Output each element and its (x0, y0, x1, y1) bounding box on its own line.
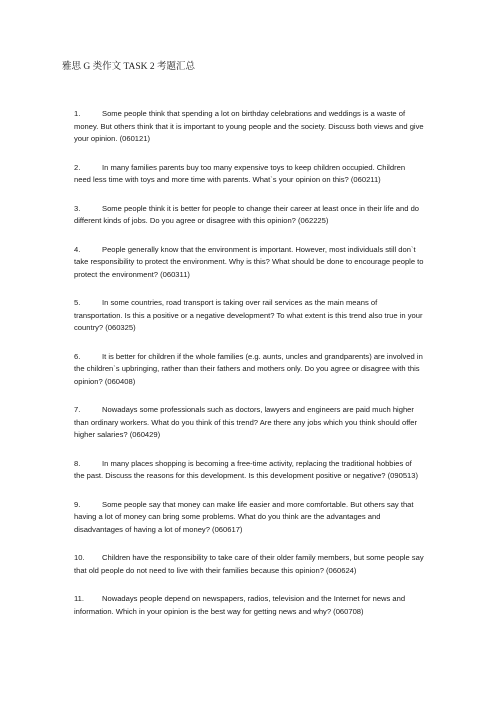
question-number: 5. (74, 298, 81, 307)
question-number: 7. (74, 405, 81, 414)
question-item (74, 458, 424, 483)
question-number: 9. (74, 499, 81, 509)
question-text: In some countries, road transport is taking over rail services as the main means of transportation. Is this a positive or a negative development? To what extent is this trend also true in your country? (060325) (74, 298, 423, 332)
question-text: People generally know that the environment is important. However, most individuals still don`t take responsibility to protect the environment. Why is this? What should be done to encourage people to protect the environment? (060311) (74, 244, 424, 279)
question-list (74, 108, 424, 634)
question-text: It is better for children if the whole families (e.g. aunts, uncles and grandparents) are involved in the children`s upbringing, rather than their fathers and mothers only. Do you agree or disagree with this opinion? (060408) (74, 351, 423, 386)
question-item (74, 404, 424, 442)
question-number: 4. (74, 244, 81, 254)
question-text: Children have the responsibility to take care of their older family members, but some people say that old people do not need to live with their families because this opinion? (060624) (74, 553, 424, 575)
question-item (74, 297, 424, 335)
question-text: In many families parents buy too many expensive toys to keep children occupied. Children need less time with toys and more time with parents. What`s your opinion on this? (060211) (74, 162, 406, 184)
question-number: 8. (74, 458, 81, 468)
question-text: Nowadays some professionals such as doctors, lawyers and engineers are paid much higher than ordinary workers. What do you think of this trend? Are there any jobs which you think should offer higher salaries? (060429) (74, 405, 418, 439)
question-text: Nowadays people depend on newspapers, radios, television and the Internet for news and information. Which in your opinion is the best way for getting news and why? (060708) (74, 594, 406, 616)
question-item (74, 351, 424, 389)
question-item (74, 108, 424, 146)
question-number: 10. (74, 553, 85, 562)
question-number: 3. (74, 203, 81, 213)
question-text: Some people say that money can make life easier and more comfortable. But others say that having a lot of money can bring some problems. What do you think are the advantages and disadvantages of having a lot of money? (060617) (74, 499, 414, 534)
document-title: 雅思 G 类作文 TASK 2 考题汇总 (62, 62, 196, 72)
question-number: 11. (74, 594, 84, 603)
question-item (74, 499, 424, 537)
question-text: Some people think it is better for people to change their career at least once in their life and do different kinds of jobs. Do you agree or disagree with this opinion? (062225) (74, 203, 420, 225)
question-item (74, 244, 424, 282)
question-item (74, 162, 424, 187)
question-item (74, 552, 424, 577)
question-number: 2. (74, 162, 81, 172)
question-number: 6. (74, 351, 81, 361)
question-item (74, 593, 424, 618)
question-number: 1. (74, 109, 81, 118)
question-text: Some people think that spending a lot on birthday celebrations and weddings is a waste of money. But others think that it is important to young people and the society. Discuss both views and give your opinion. (060121) (74, 109, 424, 143)
question-item (74, 203, 424, 228)
question-text: In many places shopping is becoming a free-time activity, replacing the traditional hobbies of the past. Discuss the reasons for this development. Is this development positive or negative? (090513) (74, 458, 419, 480)
